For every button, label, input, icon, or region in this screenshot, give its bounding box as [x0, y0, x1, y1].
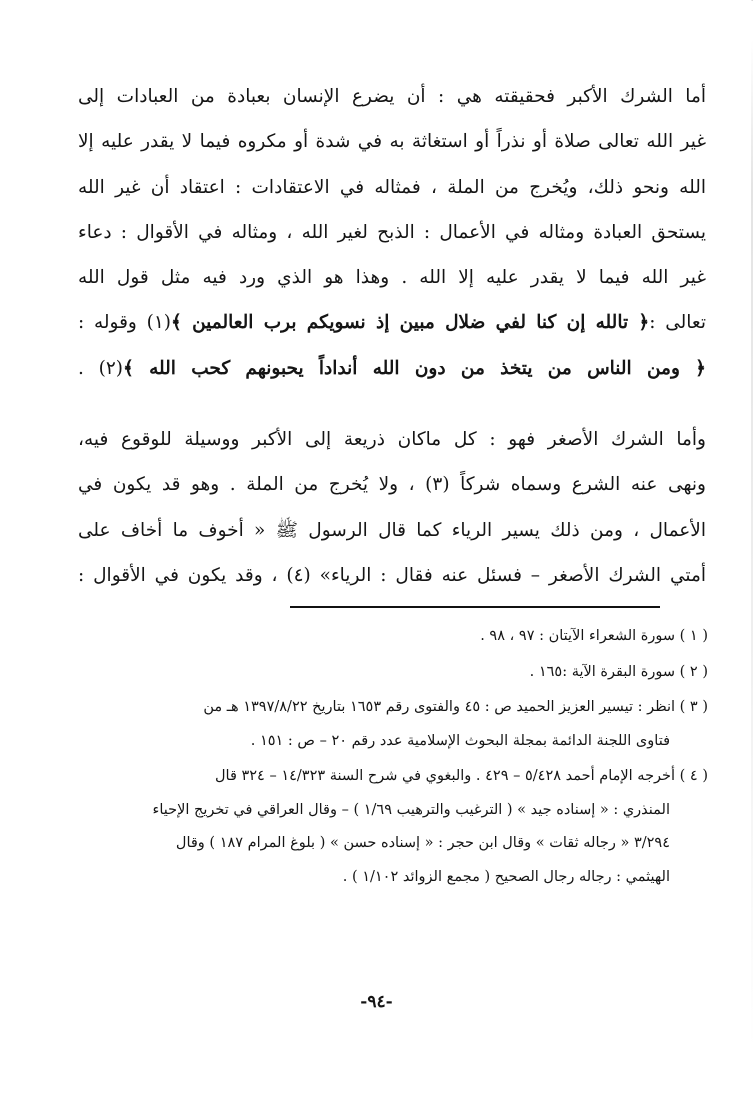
text-line: غير الله تعالى صلاة أو نذراً أو استغاثة به في شدة أو مكروه فيما لا يقدر عليه إلا [78, 131, 706, 153]
footnote-ref: (٢) [98, 357, 123, 379]
footnote-continuation: ٣/٢٩٤ « رجاله ثقات » وقال ابن حجر : « إسناده حسن » ( بلوغ المرام ١٨٧ ) وقال [175, 835, 670, 851]
text-line: أمتي الشرك الأصغر – فسئل عنه فقال : الرياء» (٤) ، وقد يكون في الأقوال : [78, 564, 706, 586]
footnote-continuation: المنذري : « إسناده جيد » ( الترغيب والترهيب ١/٦٩ ) – وقال العراقي في تخريج الإحياء [152, 801, 670, 818]
verse-continuation: وقوله : [78, 312, 147, 334]
verse-intro: تعالى : [649, 312, 706, 334]
footnote: ( ٢ ) سورة البقرة الآية :١٦٥ . [529, 663, 708, 680]
footnote-continuation: فتاوى اللجنة الدائمة بمجلة البحوث الإسلامية عدد رقم ٢٠ – ص : ١٥١ . [250, 732, 670, 749]
main-text [78, 74, 706, 598]
footnote: ( ٣ ) انظر : تيسير العزيز الحميد ص : ٤٥ والفتوى رقم ١٦٥٣ بتاريخ ١٣٩٧/٨/٢٢ هـ من [203, 699, 708, 715]
text-line: يستحق العبادة ومثاله في الأعمال : الذبح لغير الله ، ومثاله في الأقوال : دعاء [78, 221, 706, 243]
footnote: ( ٤ ) أخرجه الإمام أحمد ٥/٤٢٨ – ٤٢٩ . والبغوي في شرح السنة ١٤/٣٢٣ – ٣٢٤ قال [214, 768, 708, 784]
quran-verse: ﴿ ومن الناس من يتخذ من دون الله أنداداً يحبونهم كحب الله ﴾ [122, 357, 706, 379]
verse-line-2 [78, 346, 706, 391]
footnote-continuation: الهيثمي : رجاله رجال الصحيح ( مجمع الزوائد ١/١٠٢ ) . [342, 868, 670, 885]
verse-end: . [78, 357, 99, 379]
text-line: وأما الشرك الأصغر فهو : كل ماكان ذريعة إلى الأكبر ووسيلة للوقوع فيه، [78, 429, 706, 451]
footnote: ( ١ ) سورة الشعراء الآيتان : ٩٧ ، ٩٨ . [480, 628, 708, 644]
footnote-ref: (١) [146, 312, 171, 334]
footnotes [100, 620, 708, 894]
footnote-divider [290, 606, 660, 608]
text-line: الأعمال ، ومن ذلك يسير الرياء كما قال الرسول ﷺ « أخوف ما أخاف على [78, 519, 706, 541]
text-line: أما الشرك الأكبر فحقيقته هي : أن يضرع الإنسان بعبادة من العبادات إلى [78, 86, 706, 107]
scan-artifact-line [655, 0, 753, 1]
text-line: ونهى عنه الشرع وسماه شركاً (٣) ، ولا يُخرج من الملة . وهو قد يكون في [78, 474, 706, 496]
text-line: الله ونحو ذلك، ويُخرج من الملة ، فمثاله في الاعتقادات : اعتقاد أن غير الله [78, 176, 706, 198]
page-number: -٩٤- [360, 992, 393, 1012]
verse-line-1 [78, 300, 706, 345]
text-line: غير الله فيما لا يقدر عليه إلا الله . وهذا هو الذي ورد فيه مثل قول الله [78, 267, 706, 289]
quran-verse: ﴿ تالله إن كنا لفي ضلال مبين إذ نسويكم برب العالمين ﴾ [170, 312, 650, 334]
